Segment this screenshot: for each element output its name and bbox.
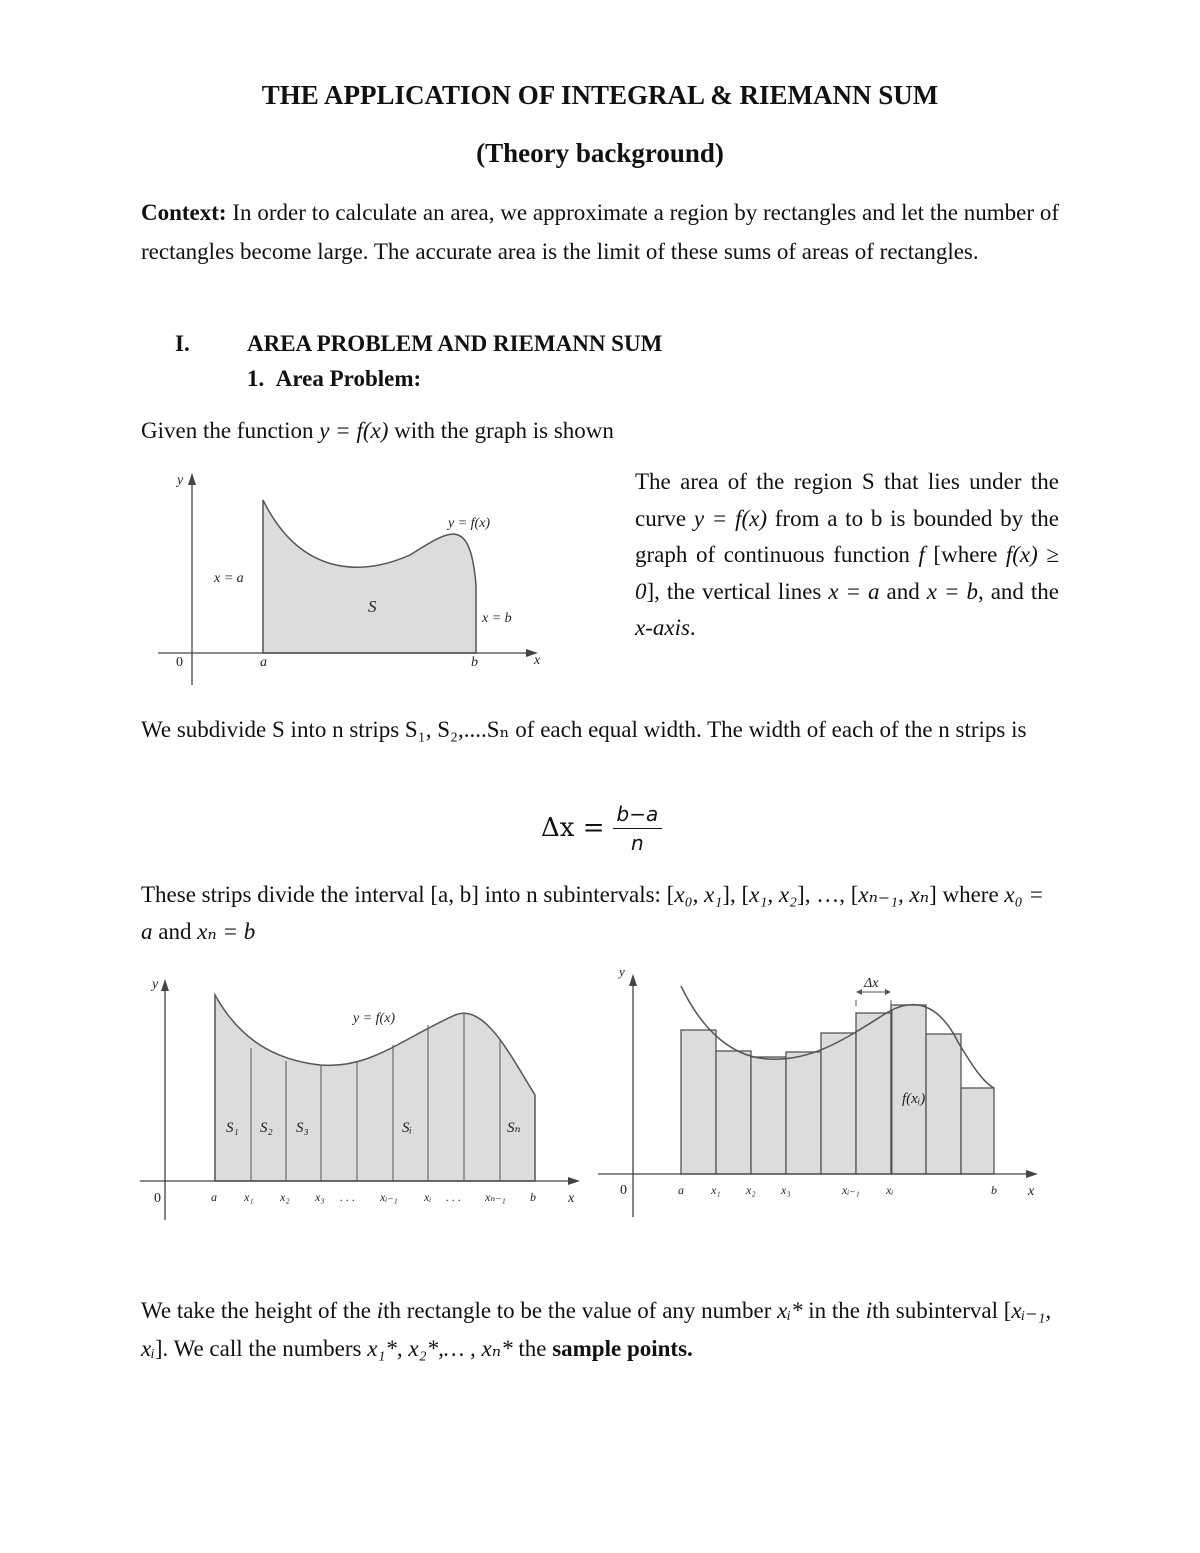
- strip-s1: S₁: [226, 1120, 239, 1136]
- desc-text-2: from a to b is bounded by the graph of continuous function: [635, 505, 1059, 567]
- desc-text-5: and: [879, 578, 927, 604]
- b-label: b: [471, 655, 478, 670]
- subsection-title: Area Problem:: [275, 366, 422, 391]
- fig2-tick-xn-1: xₙ₋₁: [485, 1190, 506, 1204]
- int-text-2: ], [: [722, 882, 750, 907]
- fig3-tick-a: a: [678, 1183, 684, 1197]
- int-xn-eq-b: xₙ = b: [197, 919, 256, 944]
- fig2-tick-x3: x₃: [315, 1190, 325, 1204]
- int-text-1: These strips divide the interval [a, b] into n subintervals: [: [141, 882, 675, 907]
- fig3-tick-xi-1: xᵢ₋₁: [842, 1183, 860, 1197]
- given-func: y = f(x): [319, 418, 389, 443]
- int-x1x2: x₁, x₂: [749, 882, 798, 907]
- desc-condition: f(x) ≥ 0: [635, 542, 1059, 604]
- sample-text-6: the: [512, 1336, 553, 1361]
- given-post: with the graph is shown: [388, 418, 614, 443]
- formula-denominator: n: [631, 830, 644, 855]
- formula-fraction: [613, 802, 663, 855]
- fig3-tick-x1: x₁: [711, 1183, 721, 1197]
- section-number: I.: [175, 331, 190, 356]
- sample-xi-star: xᵢ*: [777, 1298, 803, 1323]
- origin-label: 0: [176, 655, 183, 670]
- strip-s3: S₃: [296, 1120, 309, 1136]
- int-text-5: and: [152, 919, 198, 944]
- subsection-heading: [247, 360, 421, 397]
- desc-x-a: x = a: [828, 578, 880, 604]
- area-figure: [150, 465, 550, 690]
- curve-label: y = f(x): [448, 516, 491, 531]
- fig2-tick-dots-1: . . .: [340, 1190, 355, 1204]
- fig2-tick-dots-2: . . .: [446, 1190, 461, 1204]
- left-line-label: x = a: [214, 571, 244, 586]
- area-description: [635, 464, 1059, 647]
- int-xn1xn: xₙ₋₁, xₙ: [858, 882, 930, 907]
- strip-si: Sᵢ: [402, 1120, 412, 1136]
- given-pre: Given the function: [141, 418, 320, 443]
- sample-text-3: in the: [802, 1298, 866, 1323]
- fxi-label: f(xᵢ): [902, 1091, 926, 1107]
- strips-figure: [140, 965, 590, 1225]
- delta-x-label: Δx: [864, 976, 879, 991]
- desc-text-4: ], the vertical lines: [646, 578, 829, 604]
- fig2-tick-b: b: [530, 1190, 536, 1204]
- subsection-number: 1.: [247, 366, 265, 391]
- strip-sn: Sₙ: [507, 1120, 521, 1136]
- fig2-y-label: y: [152, 977, 159, 992]
- fig2-curve-label: y = f(x): [353, 1011, 396, 1026]
- context-label: Context:: [141, 200, 227, 225]
- desc-f: f: [918, 542, 925, 567]
- fig2-tick-x2: x₂: [280, 1190, 290, 1204]
- fig2-tick-xi-1: xᵢ₋₁: [380, 1190, 398, 1204]
- section-heading: AREA PROBLEM AND RIEMANN SUM: [247, 331, 663, 356]
- fig2-tick-x1: x₁: [244, 1190, 254, 1204]
- sample-i-2: i: [865, 1298, 873, 1323]
- fig2-x-label: x: [568, 1191, 575, 1206]
- sample-text-5: ]. We call the numbers: [154, 1336, 368, 1361]
- sample-text-2: th rectangle to be the value of any number: [383, 1298, 778, 1323]
- x-axis-label: x: [534, 653, 541, 668]
- sample-text-1: We take the height of the: [141, 1298, 377, 1323]
- fig2-tick-xi: xᵢ: [424, 1190, 432, 1204]
- y-axis-label: y: [177, 473, 184, 488]
- subdivide-paragraph: We subdivide S into n strips S₁, S₂,....Sₙ of each equal width. The width of each of the n strips is: [141, 717, 1027, 742]
- desc-text-6: , and the: [977, 578, 1059, 604]
- given-line: [141, 412, 614, 449]
- int-text-3: ], …, [: [797, 882, 859, 907]
- fig2-origin: 0: [154, 1191, 161, 1206]
- page-subtitle: (Theory background): [476, 138, 724, 168]
- fig3-tick-xi: xᵢ: [886, 1183, 894, 1197]
- rectangles-figure: [598, 962, 1048, 1224]
- fig3-tick-x3: x₃: [781, 1183, 791, 1197]
- fig2-tick-a: a: [211, 1190, 217, 1204]
- a-label: a: [260, 655, 267, 670]
- desc-func: y = f(x): [693, 505, 767, 531]
- int-x0-eq-a: x₀ = a: [141, 882, 1044, 944]
- region-label: S: [368, 597, 377, 616]
- sample-text-4: th subinterval [: [872, 1298, 1012, 1323]
- delta-formula: [541, 800, 662, 856]
- desc-x-axis: x-axis: [635, 615, 690, 640]
- fig3-y-label: y: [619, 964, 625, 979]
- formula-numerator: b−a: [613, 802, 663, 829]
- fig3-origin: 0: [620, 1183, 627, 1198]
- desc-text-3: [where: [924, 542, 1006, 567]
- desc-text-1: The area of the region S that lies under the curve: [635, 469, 1059, 531]
- context-text: In order to calculate an area, we approximate a region by rectangles and let the number of rectangles become large. The accurate area is the limit of these sums of areas of rectangles.: [141, 200, 1059, 264]
- page-title: THE APPLICATION OF INTEGRAL & RIEMANN SUM: [261, 80, 939, 110]
- intervals-paragraph: [141, 876, 1059, 950]
- region-s: [263, 500, 476, 653]
- sample-interval: xᵢ₋₁, xᵢ: [141, 1298, 1052, 1361]
- fig3-tick-x2: x₂: [746, 1183, 756, 1197]
- int-x0x1: x₀, x₁: [674, 882, 723, 907]
- sample-points-paragraph: [141, 1292, 1059, 1368]
- sample-i-1: i: [376, 1298, 384, 1323]
- sample-points-term: sample points.: [552, 1336, 693, 1361]
- int-text-4: ] where: [929, 882, 1005, 907]
- strip-s2: S₂: [260, 1120, 273, 1136]
- context-paragraph: [141, 193, 1059, 271]
- fig3-tick-b: b: [991, 1183, 997, 1197]
- desc-end: .: [689, 615, 696, 640]
- sample-list: x₁*, x₂*,… , xₙ*: [367, 1336, 513, 1361]
- fig3-x-label: x: [1028, 1184, 1035, 1199]
- desc-x-b: x = b: [926, 578, 978, 604]
- right-line-label: x = b: [482, 611, 512, 626]
- formula-lhs: Δx =: [541, 813, 605, 843]
